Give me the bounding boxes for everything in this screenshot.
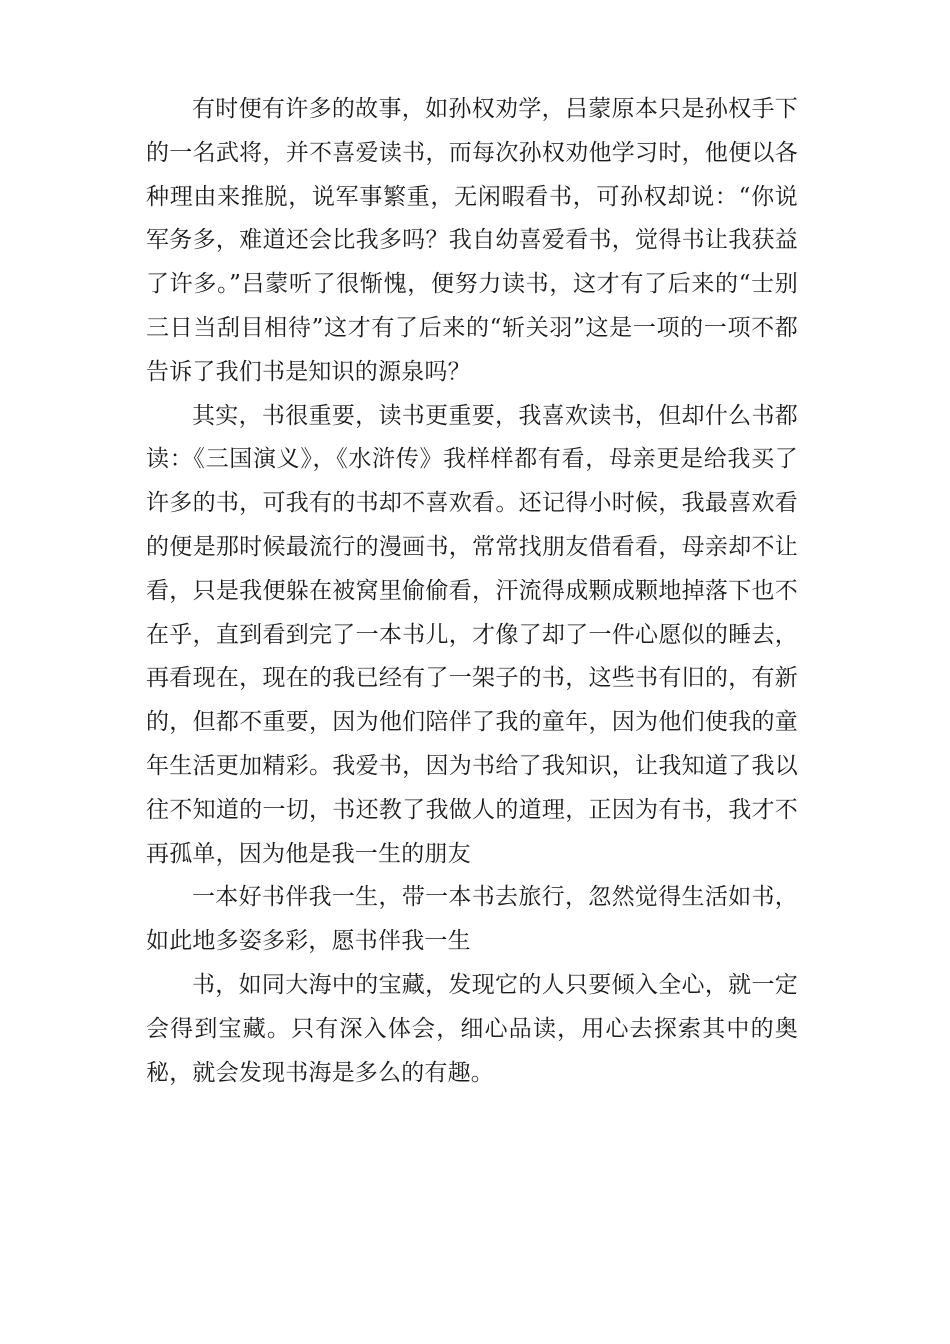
paragraph-1: 有时便有许多的故事，如孙权劝学，吕蒙原本只是孙权手下的一名武将，并不喜爱读书，而每次孙权劝他学习时，他便以各种理由来推脱，说军事繁重，无闲暇看书，可孙权却说：“你说军务多，难道还会比我多吗？我自幼喜爱看书，觉得书让我获益了许多。”吕蒙听了很惭愧，便努力读书，这才有了后来的“士别三日当刮目相待”这才有了后来的“斩关羽”这是一项的一项不都告诉了我们书是知识的源泉吗？ bbox=[146, 96, 798, 385]
document-body bbox=[146, 88, 798, 1095]
paragraph-4: 书，如同大海中的宝藏，发现它的人只要倾入全心，就一定会得到宝藏。只有深入体会，细心品读，用心去探索其中的奥秘，就会发现书海是多么的有趣。 bbox=[146, 971, 798, 1086]
paragraph-3: 一本好书伴我一生，带一本书去旅行，忽然觉得生活如书，如此地多姿多彩，愿书伴我一生 bbox=[146, 884, 798, 955]
paragraph-2: 其实，书很重要，读书更重要，我喜欢读书，但却什么书都读：《三国演义》，《水浒传》我样样都有看，母亲更是给我买了许多的书，可我有的书却不喜欢看。还记得小时候，我最喜欢看的便是那时候最流行的漫画书，常常找朋友借看看，母亲却不让看，只是我便躲在被窝里偷偷看，汗流得成颗成颗地掉落下也不在乎，直到看到完了一本书儿，才像了却了一件心愿似的睡去，再看现在，现在的我已经有了一架子的书，这些书有旧的，有新的，但都不重要，因为他们陪伴了我的童年，因为他们使我的童年生活更加精彩。我爱书，因为书给了我知识，让我知道了我以往不知道的一切，书还教了我做人的道理，正因为有书，我才不再孤单，因为他是我一生的朋友 bbox=[146, 402, 798, 867]
